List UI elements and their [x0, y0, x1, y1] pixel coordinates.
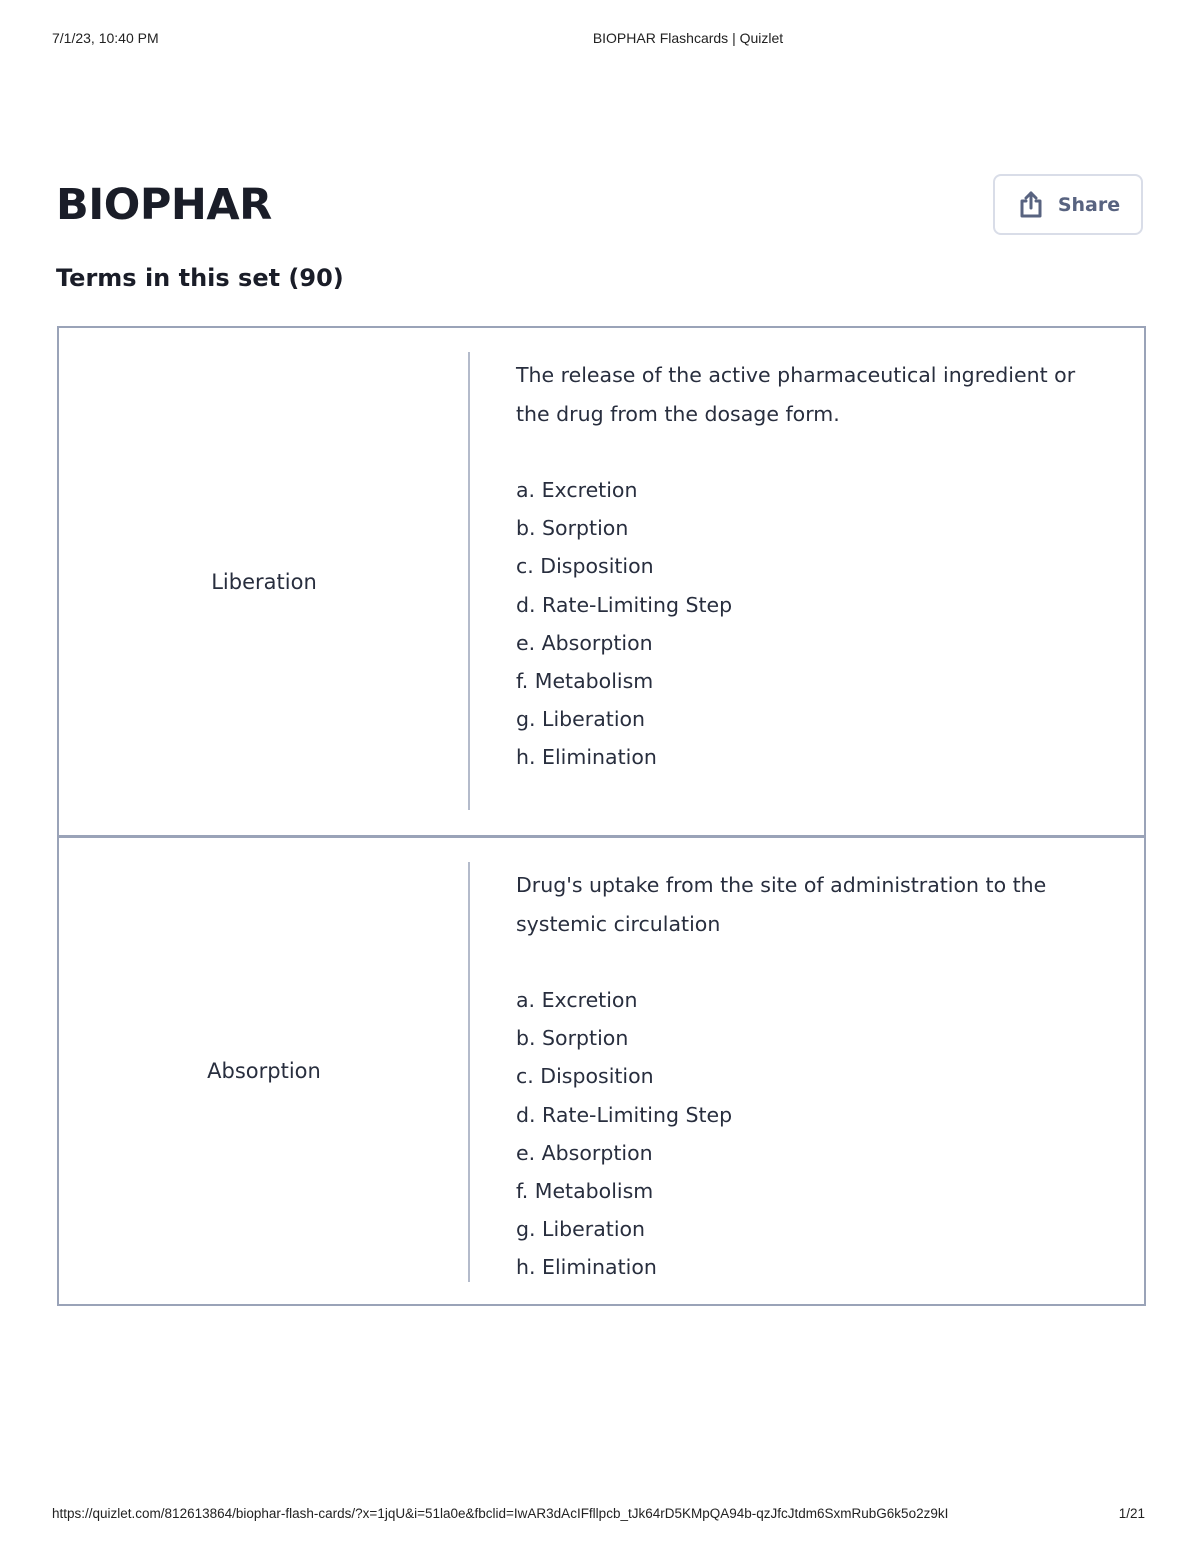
option-item: b. Sorption [516, 1026, 629, 1051]
card-definition [516, 356, 1084, 777]
option-item: c. Disposition [516, 1064, 654, 1089]
option-item: h. Elimination [516, 1255, 657, 1280]
option-list [516, 471, 1084, 777]
card-definition [516, 866, 1084, 1287]
option-item: f. Metabolism [516, 668, 654, 693]
option-list [516, 981, 1084, 1287]
share-button-label: Share [1057, 193, 1121, 216]
print-document-title: BIOPHAR Flashcards | Quizlet [592, 30, 784, 46]
print-footer [0, 1506, 1200, 1526]
print-datetime: 7/1/23, 10:40 PM [52, 30, 159, 46]
print-header [0, 30, 1200, 50]
set-title: BIOPHAR [56, 180, 272, 230]
option-item: b. Sorption [516, 516, 629, 541]
definition-prompt: The release of the active pharmaceutical ingredient or the drug from the dosage form. [516, 363, 1076, 426]
option-item: d. Rate-Limiting Step [516, 1102, 733, 1127]
option-item: a. Excretion [516, 988, 638, 1012]
share-button[interactable] [993, 174, 1143, 235]
terms-heading: Terms in this set (90) [56, 264, 344, 292]
option-item: h. Elimination [516, 745, 657, 770]
option-item: f. Metabolism [516, 1178, 654, 1203]
option-item: e. Absorption [516, 630, 653, 655]
option-item: g. Liberation [516, 707, 646, 732]
page-number: 1/21 [1118, 1506, 1145, 1521]
card-term: Liberation [211, 569, 317, 594]
flashcard [59, 328, 1144, 835]
option-item: g. Liberation [516, 1217, 646, 1242]
option-item: d. Rate-Limiting Step [516, 592, 733, 617]
option-item: c. Disposition [516, 554, 654, 579]
flashcard [59, 835, 1144, 1304]
option-item: e. Absorption [516, 1140, 653, 1165]
option-item: a. Excretion [516, 478, 638, 502]
share-icon [1016, 190, 1046, 220]
card-term: Absorption [207, 1059, 321, 1083]
definition-prompt: Drug's uptake from the site of administration to the systemic circulation [516, 873, 1047, 936]
card-divider [468, 352, 470, 810]
card-divider [468, 862, 470, 1282]
flashcard-list [57, 326, 1146, 1306]
page-url: https://quizlet.com/812613864/biophar-flash-cards/?x=1jqU&i=51la0e&fbclid=IwAR3dAcIFfllpcb_tJk64rD5KMpQA94b-qzJfcJtdm6SxmRubG6k5o2z9kI [52, 1506, 949, 1521]
